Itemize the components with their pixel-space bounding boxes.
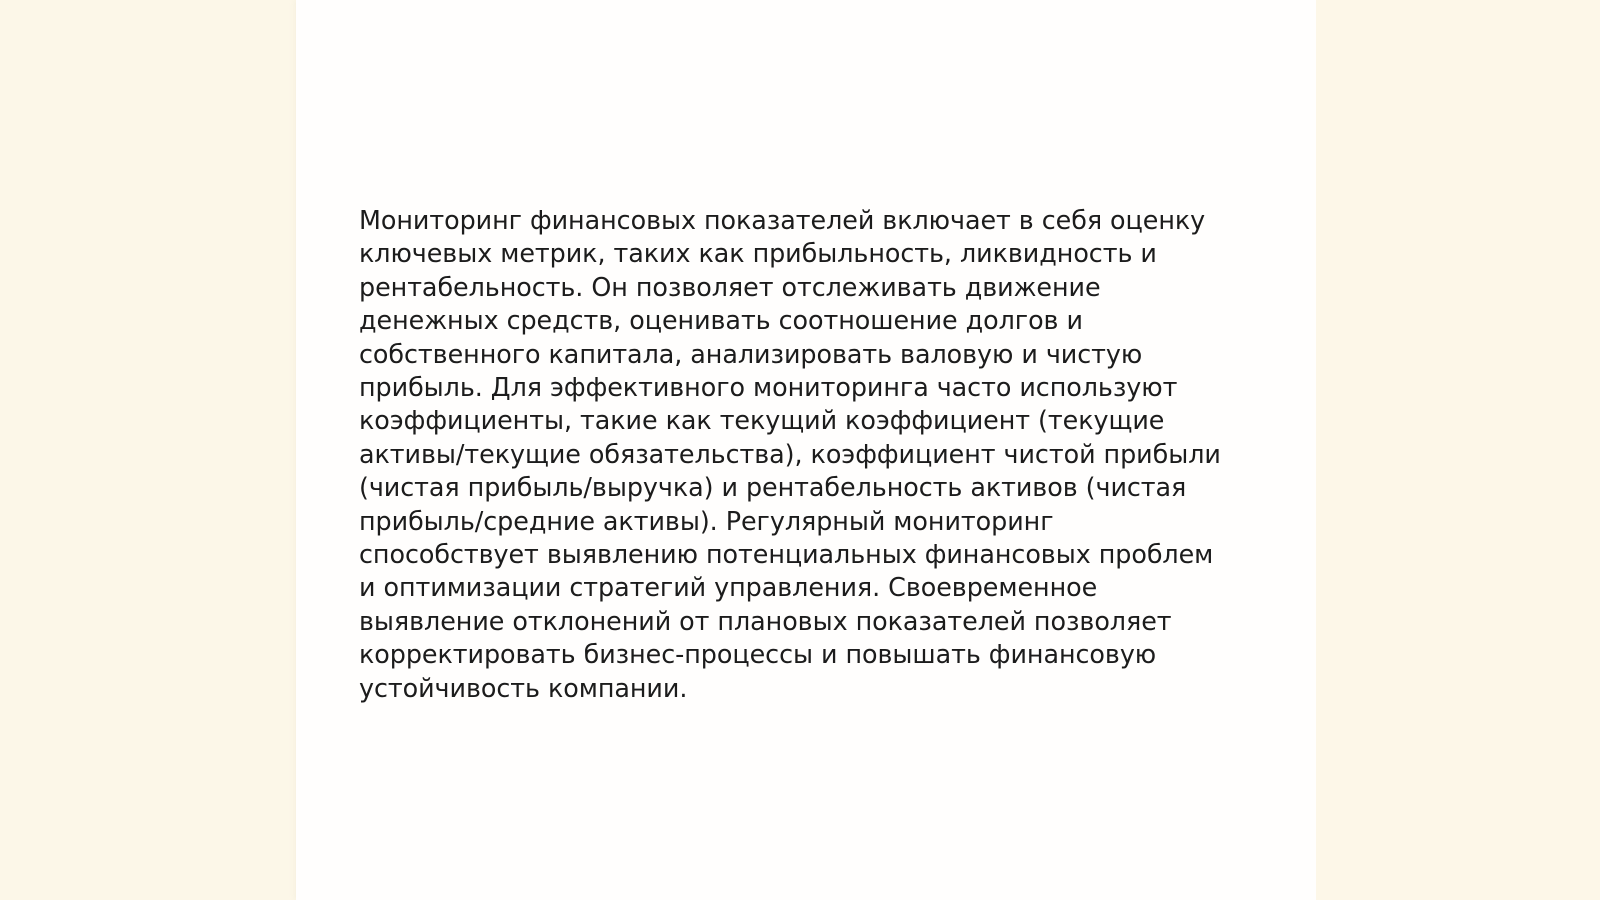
paragraph-line: ключевых метрик, таких как прибыльность, ликвидность и <box>359 238 1157 269</box>
paragraph-line: денежных средств, оценивать соотношение долгов и <box>359 305 1083 336</box>
paragraph-line: устойчивость компании. <box>359 672 688 703</box>
paragraph-line: коэффициенты, такие как текущий коэффициент (текущие <box>359 405 1165 436</box>
paragraph-line: Мониторинг финансовых показателей включает в себя оценку <box>359 205 1206 235</box>
paragraph-line: выявление отклонений от плановых показателей позволяет <box>359 605 1172 636</box>
paragraph-line: активы/текущие обязательства), коэффициент чистой прибыли <box>359 438 1221 469</box>
left-margin <box>0 0 296 900</box>
body-paragraph <box>359 204 1259 705</box>
right-margin <box>1316 0 1600 900</box>
paragraph-line: (чистая прибыль/выручка) и рентабельность активов (чистая <box>359 472 1187 503</box>
paragraph-line: корректировать бизнес-процессы и повышать финансовую <box>359 639 1157 670</box>
paragraph-line: прибыль/средние активы). Регулярный мониторинг <box>359 505 1054 536</box>
paragraph-line: способствует выявлению потенциальных финансовых проблем <box>359 539 1214 570</box>
paragraph-line: прибыль. Для эффективного мониторинга часто используют <box>359 372 1178 403</box>
paragraph-line: и оптимизации стратегий управления. Своевременное <box>359 572 1098 603</box>
paragraph-line: рентабельность. Он позволяет отслеживать движение <box>359 271 1101 302</box>
paragraph-line: собственного капитала, анализировать валовую и чистую <box>359 338 1143 369</box>
